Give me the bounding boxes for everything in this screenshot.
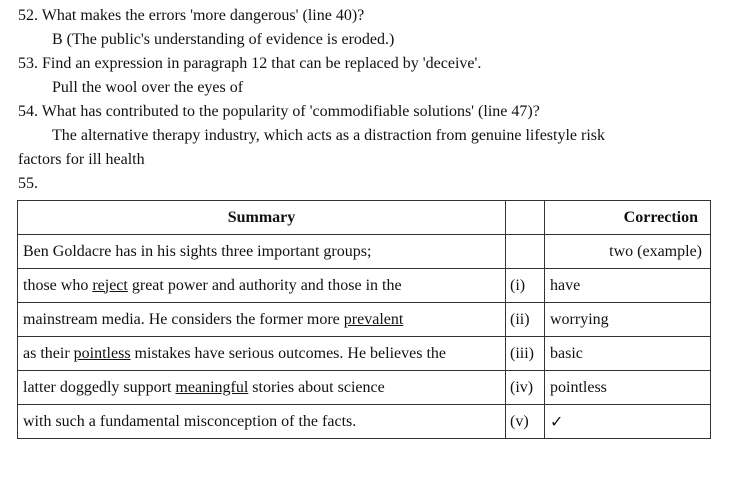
question-55: 55. <box>18 175 38 192</box>
answer-53: Pull the wool over the eyes of <box>52 79 244 96</box>
summary-cell <box>18 337 506 371</box>
correction-header: Correction <box>545 201 711 235</box>
summary-text: as their <box>23 344 74 362</box>
table-header-row <box>18 201 711 235</box>
summary-cell <box>18 303 506 337</box>
summary-cell <box>18 405 506 439</box>
summary-text: those who <box>23 276 93 294</box>
number-cell: (iii) <box>506 337 545 371</box>
correction-cell: pointless <box>545 371 711 405</box>
correction-cell: have <box>545 269 711 303</box>
summary-text: stories about science <box>248 378 385 396</box>
answer-54-line-2: factors for ill health <box>18 151 145 168</box>
answer-54-line-1: The alternative therapy industry, which acts as a distraction from genuine lifestyle risk <box>52 127 606 144</box>
summary-text: mainstream media. He considers the former more <box>23 310 344 328</box>
underlined-word: meaningful <box>175 378 249 396</box>
table-row <box>18 269 711 303</box>
number-cell <box>506 235 545 269</box>
summary-text: Ben Goldacre has in his sights three important groups; <box>23 242 372 260</box>
summary-text: with such a fundamental misconception of the facts. <box>23 412 357 430</box>
underlined-word: prevalent <box>343 310 404 328</box>
number-cell: (iv) <box>506 371 545 405</box>
answer-52: B (The public's understanding of evidence is eroded.) <box>52 31 395 48</box>
table-row <box>18 405 711 439</box>
number-cell: (v) <box>506 405 545 439</box>
correction-cell: basic <box>545 337 711 371</box>
question-54: 54. What has contributed to the popularity of 'commodifiable solutions' (line 47)? <box>18 103 540 120</box>
correction-cell: worrying <box>545 303 711 337</box>
number-cell: (ii) <box>506 303 545 337</box>
table-row <box>18 303 711 337</box>
checkmark-icon: ✓ <box>545 405 711 439</box>
summary-text: great power and authority and those in the <box>127 276 402 294</box>
correction-cell: two (example) <box>545 235 711 269</box>
summary-header: Summary <box>18 201 506 235</box>
table-row <box>18 371 711 405</box>
table-row <box>18 235 711 269</box>
table-row <box>18 337 711 371</box>
number-header <box>506 201 545 235</box>
underlined-word: pointless <box>73 344 131 362</box>
underlined-word: reject <box>92 276 128 294</box>
question-52: 52. What makes the errors 'more dangerous' (line 40)? <box>18 7 365 24</box>
summary-text: latter doggedly support <box>23 378 176 396</box>
summary-cell <box>18 269 506 303</box>
summary-text: mistakes have serious outcomes. He believes the <box>130 344 447 362</box>
summary-cell <box>18 371 506 405</box>
summary-cell <box>18 235 506 269</box>
number-cell: (i) <box>506 269 545 303</box>
question-53: 53. Find an expression in paragraph 12 that can be replaced by 'deceive'. <box>18 55 482 72</box>
summary-correction-table <box>17 200 711 439</box>
